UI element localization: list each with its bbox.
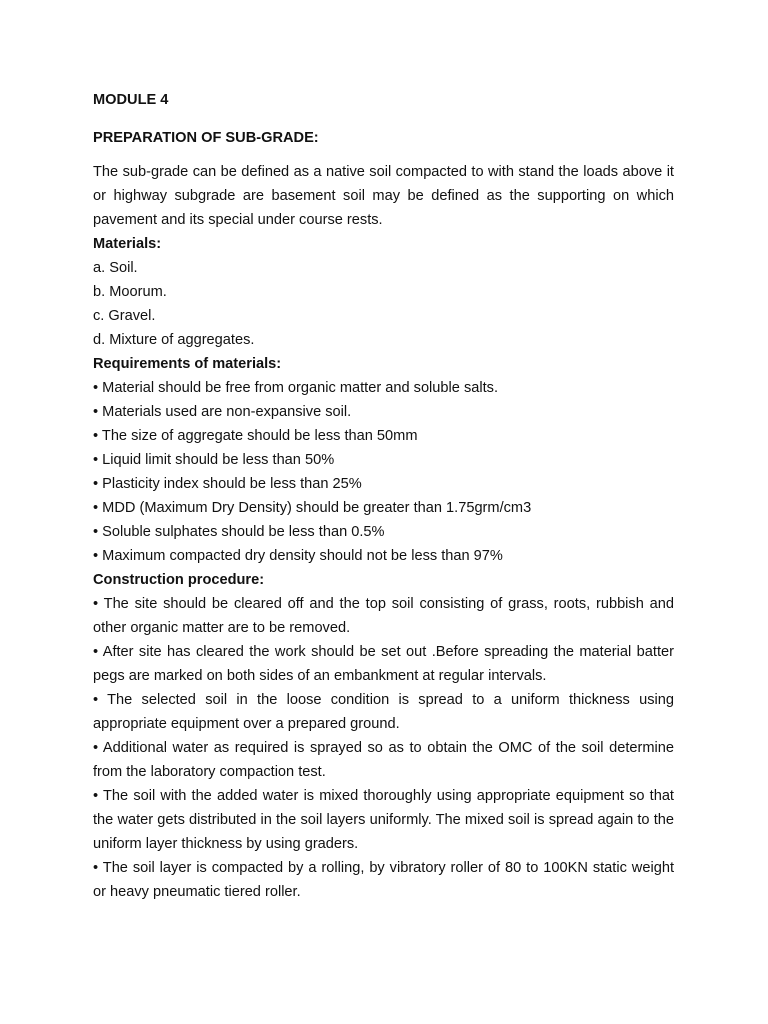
list-item: • Material should be free from organic matter and soluble salts. xyxy=(93,380,499,396)
section-title: PREPARATION OF SUB-GRADE: xyxy=(93,130,319,146)
list-item: a. Soil. xyxy=(93,260,138,276)
list-item: • The selected soil in the loose condition is spread to a uniform thickness using appropriate equipment over a prepared ground. xyxy=(93,692,674,732)
list-item: c. Gravel. xyxy=(93,308,156,324)
list-item: • Maximum compacted dry density should not be less than 97% xyxy=(93,548,503,564)
list-item: d. Mixture of aggregates. xyxy=(93,332,255,348)
list-item: • Additional water as required is sprayed so as to obtain the OMC of the soil determine from the laboratory compaction test. xyxy=(93,740,674,780)
list-item: • The soil with the added water is mixed thoroughly using appropriate equipment so that the water gets distributed in the soil layers uniformly. The mixed soil is spread again to the uniform layer thickness by using graders. xyxy=(93,788,674,852)
module-title: MODULE 4 xyxy=(93,92,169,108)
list-item: • The site should be cleared off and the top soil consisting of grass, roots, rubbish and other organic matter are to be removed. xyxy=(93,596,674,636)
requirements-list xyxy=(93,376,674,568)
materials-list xyxy=(93,256,674,352)
materials-heading: Materials: xyxy=(93,236,162,252)
list-item: • The soil layer is compacted by a rolling, by vibratory roller of 80 to 100KN static weight or heavy pneumatic tiered roller. xyxy=(93,860,674,900)
list-item: • Materials used are non-expansive soil. xyxy=(93,404,352,420)
list-item: • Soluble sulphates should be less than 0.5% xyxy=(93,524,385,540)
list-item: • Liquid limit should be less than 50% xyxy=(93,452,335,468)
construction-list xyxy=(93,592,674,904)
list-item: b. Moorum. xyxy=(93,284,167,300)
document-page xyxy=(93,88,674,904)
list-item: • The size of aggregate should be less than 50mm xyxy=(93,428,418,444)
requirements-heading: Requirements of materials: xyxy=(93,356,282,372)
list-item: • MDD (Maximum Dry Density) should be greater than 1.75grm/cm3 xyxy=(93,500,532,516)
construction-heading: Construction procedure: xyxy=(93,572,265,588)
intro-paragraph: The sub-grade can be defined as a native soil compacted to with stand the loads above it or highway subgrade are basement soil may be defined as the supporting on which pavement and its special under course rests. xyxy=(93,164,674,228)
list-item: • After site has cleared the work should be set out .Before spreading the material batter pegs are marked on both sides of an embankment at regular intervals. xyxy=(93,644,674,684)
list-item: • Plasticity index should be less than 25% xyxy=(93,476,362,492)
